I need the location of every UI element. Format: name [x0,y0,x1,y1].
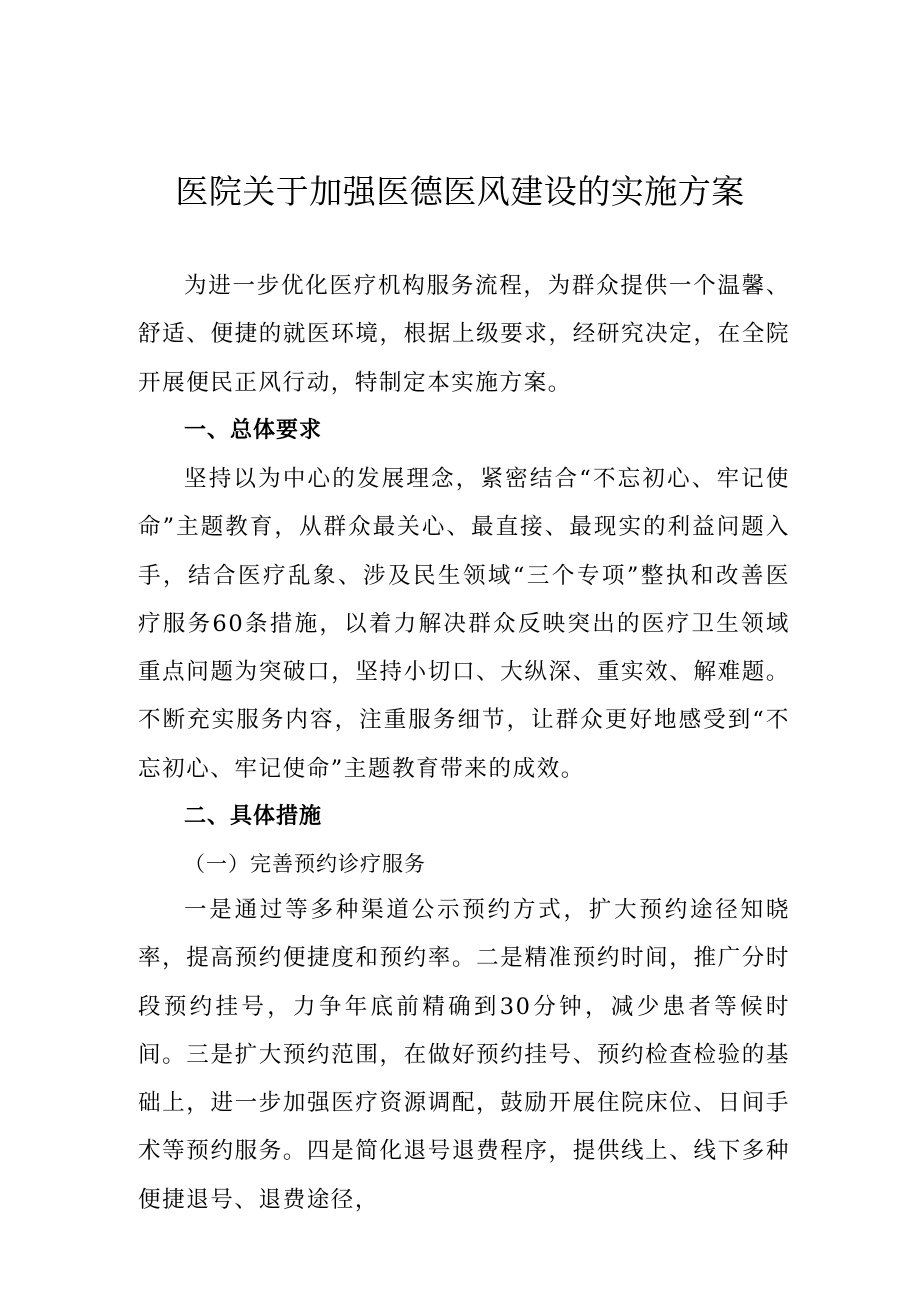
intro-paragraph: 为进一步优化医疗机构服务流程，为群众提供一个温馨、舒适、便捷的就医环境，根据上级要求，经研究决定，在全院开展便民正风行动，特制定本实施方案。 [138,273,790,396]
appointment-service-paragraph: 一是通过等多种渠道公示预约方式，扩大预约途径知晓率，提高预约便捷度和预约率。二是精准预约时间，推广分时段预约挂号，力争年底前精确到30分钟，减少患者等候时间。三是扩大预约范围，在做好预约挂号、预约检查检验的基础上，进一步加强医疗资源调配，鼓励开展住院床位、日间手术等预约服务。四是简化退号退费程序，提供线上、线下多种便捷退号、退费途径， [138,897,790,1213]
general-requirements-paragraph: 坚持以为中心的发展理念，紧密结合“不忘初心、牢记使命”主题教育，从群众最关心、最直接、最现实的利益问题入手，结合医疗乱象、涉及民生领域“三个专项”整执和改善医疗服务60条措施，以着力解决群众反映突出的医疗卫生领域重点问题为突破口，坚持小切口、大纵深、重实效、解难题。不断充实服务内容，注重服务细节，让群众更好地感受到“不忘初心、牢记使命”主题教育带来的成效。 [138,466,790,782]
document-title: 医院关于加强医德医风建设的实施方案 [175,172,745,211]
subsection-heading-appointment-service: （一）完善预约诊疗服务 [184,852,426,876]
section-heading-specific-measures: 二、具体措施 [184,804,323,829]
section-heading-general-requirements: 一、总体要求 [184,418,323,443]
